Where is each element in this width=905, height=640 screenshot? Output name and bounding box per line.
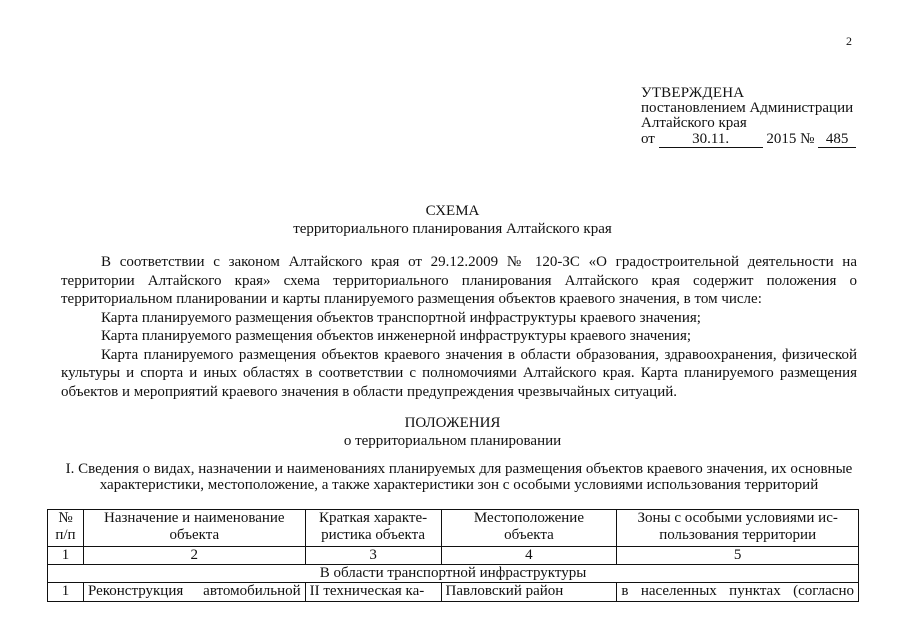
page-number: 2 [846, 34, 852, 48]
approval-line-1: постановлением Администрации [641, 100, 854, 116]
column-number: 2 [83, 547, 305, 565]
header-characteristic: Краткая характе- ристика объекта [305, 510, 441, 547]
provisions-subtitle: о территориальном планировании [343, 433, 562, 449]
approval-title: УТВЕРЖДЕНА [641, 85, 745, 101]
row-cell-number: 1 [48, 583, 84, 602]
approval-date: 30.11. [659, 132, 763, 148]
header-number: № п/п [48, 510, 84, 547]
approval-date-line [641, 132, 856, 148]
approval-line-2: Алтайского края [641, 115, 747, 131]
approval-number: 485 [818, 132, 856, 148]
row-cell-characteristic: II техническая ка- [305, 583, 441, 602]
number-sign: № [800, 131, 815, 147]
scheme-title: СХЕМА [425, 203, 480, 219]
header-name: Назначение и наименование объекта [83, 510, 305, 547]
row-cell-name: Реконструкция автомобильной [83, 583, 305, 602]
group-title: В области транспортной инфраструктуры [48, 565, 859, 583]
scheme-subtitle: территориального планирования Алтайского края [293, 221, 612, 237]
column-number: 3 [305, 547, 441, 565]
column-number: 5 [617, 547, 859, 565]
approval-year: 2015 [766, 131, 797, 147]
column-number: 4 [441, 547, 617, 565]
from-label: от [641, 131, 655, 147]
header-zones: Зоны с особыми условиями ис- пользования территории [617, 510, 859, 547]
intro-paragraph-1: В соответствии с законом Алтайского края от 29.12.2009 № 120-ЗС «О градостроительной деятельности на территории Алтайского края» схема территориального планирования Алтайского края содержит положения о территориальном планировании и карты планируемого размещения объектов краевого значения, в том числе: [61, 254, 857, 307]
intro-paragraph-2: Карта планируемого размещения объектов транспортной инфраструктуры краевого значения; [101, 309, 701, 326]
intro-text [61, 253, 857, 401]
header-location: Местоположение объекта [441, 510, 617, 547]
column-numbers-row [48, 547, 859, 565]
row-cell-zones: в населенных пунктах (согласно [617, 583, 859, 602]
section-1-heading: I. Сведения о видах, назначении и наименованиях планируемых для размещения объектов краевого значения, их основные характеристики, местоположение, а также характеристики зон с особыми условиями использования территорий [65, 461, 853, 493]
group-row [48, 565, 859, 583]
table-row [48, 583, 859, 602]
approval-block [641, 86, 856, 148]
intro-paragraph-3: Карта планируемого размещения объектов инженерной инфраструктуры краевого значения; [101, 328, 692, 344]
provisions-title: ПОЛОЖЕНИЯ [404, 415, 501, 431]
table-header-row [48, 510, 859, 547]
column-number: 1 [48, 547, 84, 565]
intro-paragraph-4: Карта планируемого размещения объектов краевого значения в области образования, здравоохранения, физической культуры и спорта и иных областях в соответствии с полномочиями Алтайского края. Карта планируемого размещения объектов и мероприятий краевого значения в области предупреждения чрезвычайных ситуаций. [61, 346, 857, 400]
objects-table [47, 509, 859, 602]
row-cell-location: Павловский район [441, 583, 617, 602]
